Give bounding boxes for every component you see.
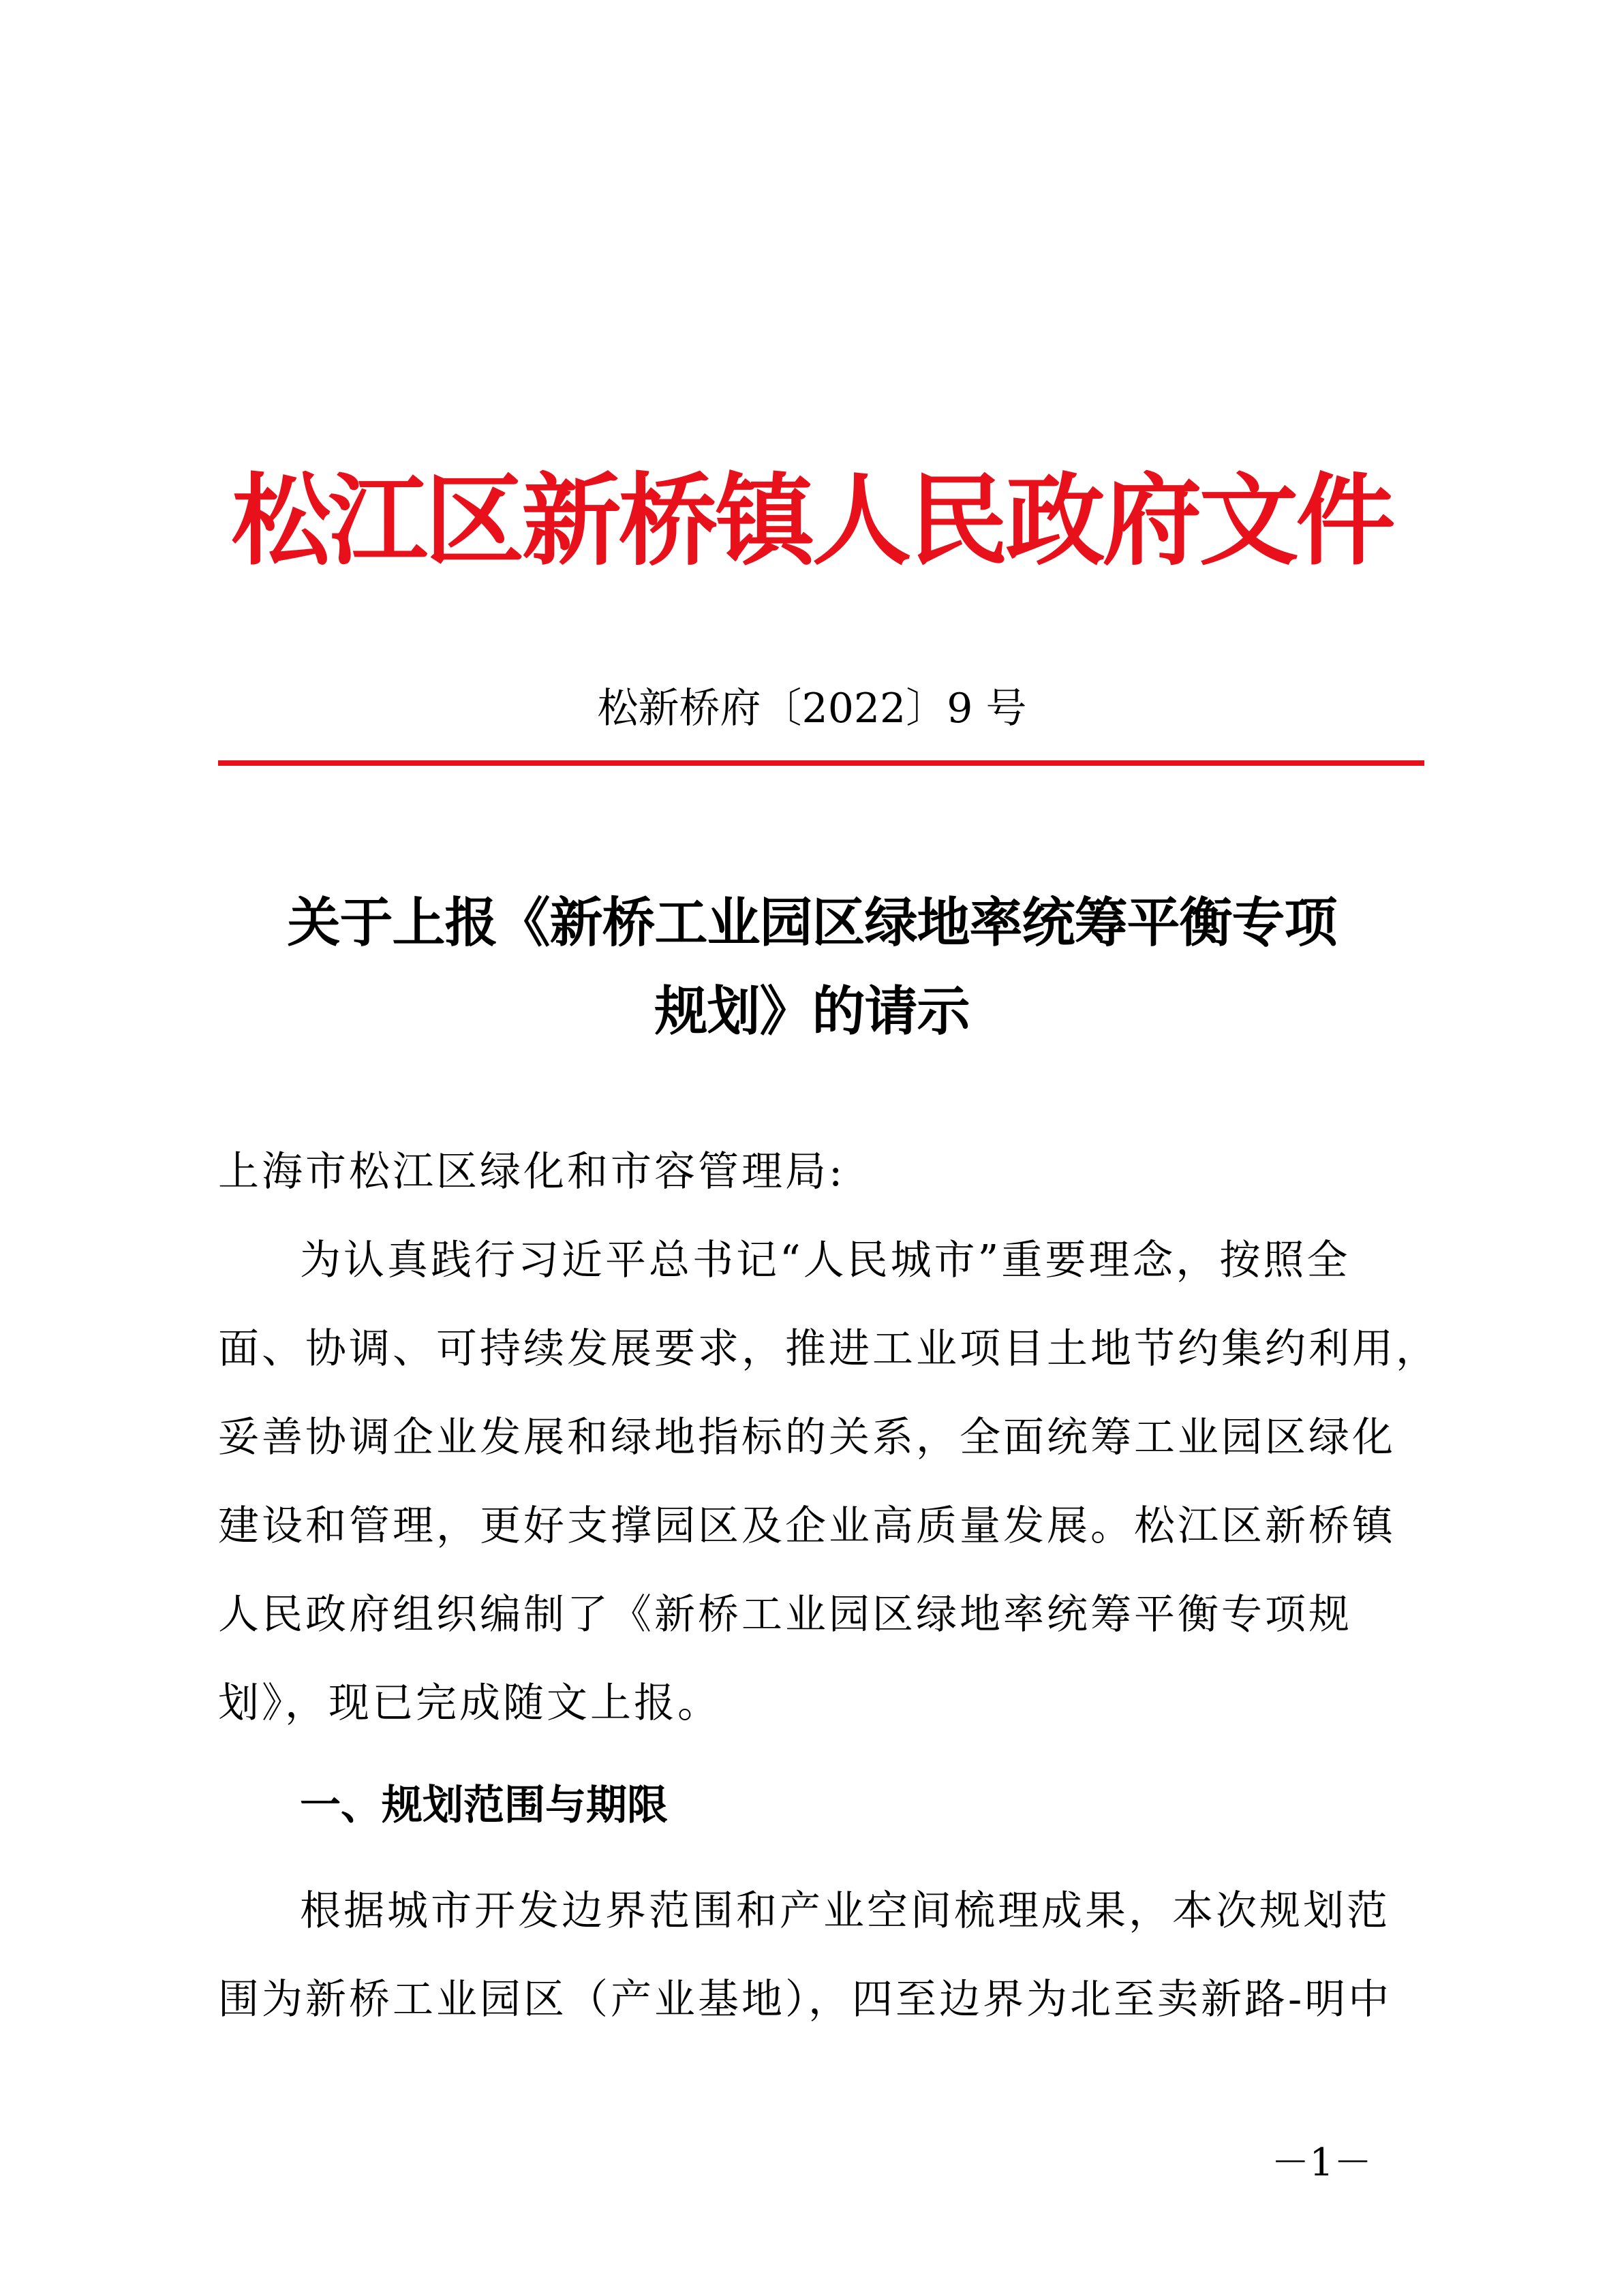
page-number: －1－	[1271, 2141, 1372, 2185]
document-title	[204, 879, 1420, 1056]
title-line-2: 规划》的请示	[654, 980, 970, 1042]
paragraph-line: 根据城市开发边界范围和产业空间梳理成果，本次规划范	[300, 1887, 1390, 1935]
paragraph-line: 为认真践行习近平总书记“人民城市”重要理念，按照全	[300, 1237, 1351, 1284]
paragraph-1	[218, 1216, 1439, 1748]
paragraph-line: 划》，现已完成随文上报。	[218, 1679, 721, 1727]
section-1-heading: 一、规划范围与期限	[300, 1782, 668, 1829]
paragraph-line: 围为新桥工业园区（产业基地），四至边界为北至卖新路-明中	[218, 1976, 1392, 2023]
paragraph-line: 面、协调、可持续发展要求，推进工业项目土地节约集约利用，	[218, 1325, 1439, 1373]
title-line-1: 关于上报《新桥工业园区绿地率统筹平衡专项	[287, 892, 1337, 954]
paragraph-line: 妥善协调企业发展和绿地指标的关系，全面统筹工业园区绿化	[218, 1414, 1396, 1461]
paragraph-line: 建设和管理，更好支撑园区及企业高质量发展。松江区新桥镇	[218, 1502, 1396, 1550]
red-divider-line	[218, 760, 1424, 766]
document-number: 松新桥府〔2022〕9 号	[597, 685, 1027, 732]
addressee-text: 上海市松江区绿化和市容管理局:	[218, 1148, 846, 1196]
paragraph-line: 人民政府组织编制了《新桥工业园区绿地率统筹平衡专项规	[218, 1591, 1352, 1639]
addressee	[218, 1128, 1418, 1216]
section-1-paragraph	[218, 1867, 1418, 2044]
masthead-title: 松江区新桥镇人民政府文件	[231, 463, 1393, 579]
